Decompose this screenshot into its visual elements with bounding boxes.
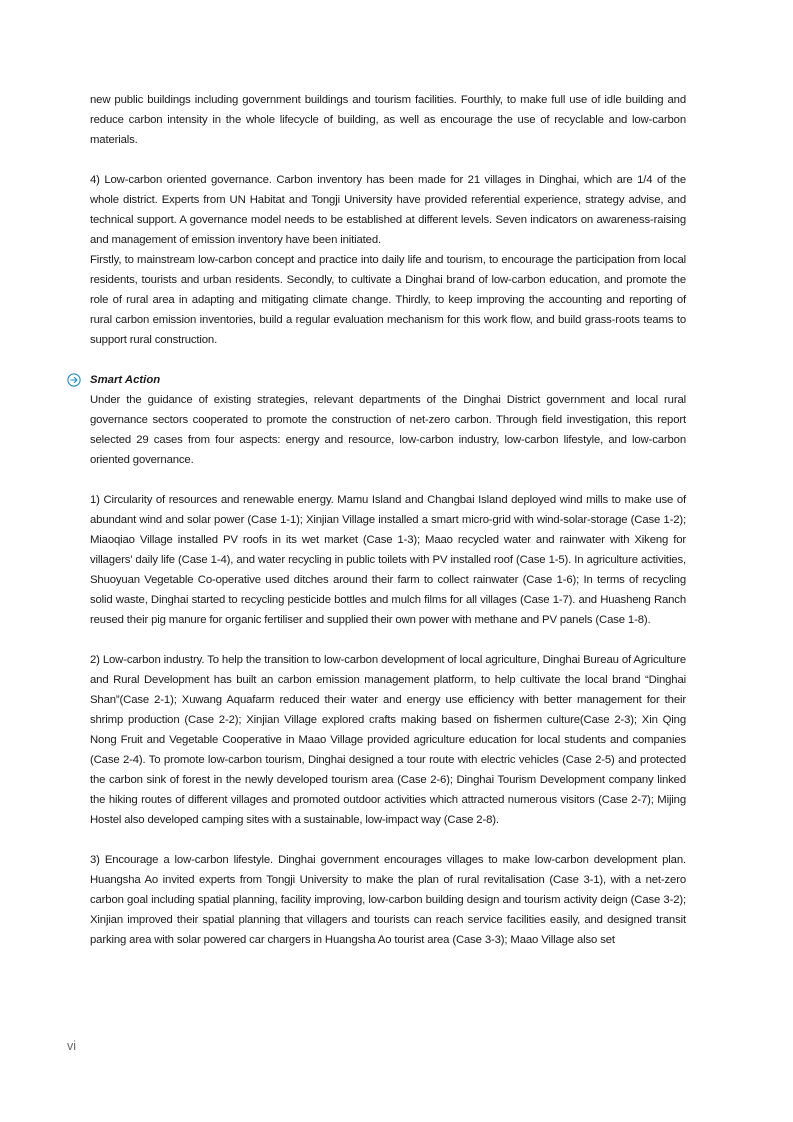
section-intro: Under the guidance of existing strategies, relevant departments of the Dinghai District government and local rural governance sectors cooperated to promote the construction of net-zero carbon. Through field investigation, this report selected 29 cases from four aspects: energy and resource, low-carbon industry, low-carbon lifestyle, and low-carbon oriented governance. — [90, 394, 686, 466]
paragraph-governance-goals: Firstly, to mainstream low-carbon concept and practice into daily life and tourism, to encourage the participation from local residents, tourists and urban residents. Secondly, to cultivate a Dinghai brand of low-carbon education, and promote the role of rural area in adapting and mitigating climate change. Thirdly, to keep improving the accounting and reporting of rural carbon emission inventories, build a regular evaluation mechanism for this work flow, and build grass-roots teams to support rural construction. — [90, 254, 686, 346]
section-heading-text: Smart Action — [90, 374, 161, 386]
list-item-energy: 1) Circularity of resources and renewable energy. Mamu Island and Changbai Island deployed wind mills to make use of abundant wind and solar power (Case 1-1); Xinjian Village installed a smart micro-grid with wind-solar-storage (Case 1-2); Miaoqiao Village installed PV roofs in its wet market (Case 1-3); Maao recycled water and rainwater with Xikeng for villagers’ daily life (Case 1-4), and water recycling in public toilets with PV installed roof (Case 1-5). In agriculture activities, Shuoyuan Vegetable Co-operative used ditches around their farm to collect rainwater (Case 1-6); In terms of recycling solid waste, Dinghai started to recycling pesticide bottles and mulch films for all villages (Case 1-7). and Huasheng Ranch reused their pig manure for organic fertiliser and supplied their own power with methane and PV panels (Case 1-8). — [90, 494, 686, 626]
list-item-industry: 2) Low-carbon industry. To help the transition to low-carbon development of local agriculture, Dinghai Bureau of Agriculture and Rural Development has built an carbon emission management platform, to help cultivate the local brand “Dinghai Shan”(Case 2-1); Xuwang Aquafarm reduced their water and energy use efficiency with better management for their shrimp production (Case 2-2); Xinjian Village explored crafts making based on fishermen culture(Case 2-3); Xin Qing Nong Fruit and Vegetable Cooperative in Maao Village provided agriculture education for local students and companies (Case 2-4). To promote low-carbon tourism, Dinghai designed a tour route with electric vehicles (Case 2-5) and protected the carbon sink of forest in the newly developed tourism area (Case 2-6); Dinghai Tourism Development company linked the hiking routes of different villages and promoted outdoor activities which attracted numerous visitors (Case 2-7); Mijing Hostel also developed camping sites with a sustainable, low-impact way (Case 2-8). — [90, 654, 686, 826]
paragraph-building-measures: new public buildings including government buildings and tourism facilities. Fourthly, to make full use of idle building and reduce carbon intensity in the whole lifecycle of building, as well as encourage the use of recyclable and low-carbon materials. — [90, 94, 686, 146]
section-heading — [90, 370, 686, 390]
page-number: vi — [67, 1039, 77, 1053]
arrow-circle-right-icon — [67, 373, 81, 387]
list-item-lifestyle: 3) Encourage a low-carbon lifestyle. Dinghai government encourages villages to make low-carbon development plan. Huangsha Ao invited experts from Tongji University to make the plan of rural revitalisation (Case 3-1), with a net-zero carbon goal including spatial planning, facility improving, low-carbon building design and tourism activity deign (Case 3-2); Xinjian improved their spatial planning that villagers and tourists can reach service facilities easily, and designed transit parking area with solar powered car chargers in Huangsha Ao tourist area (Case 3-3); Maao Village also set — [90, 854, 686, 946]
page-content — [90, 90, 686, 950]
paragraph-governance: 4) Low-carbon oriented governance. Carbon inventory has been made for 21 villages in Dinghai, which are 1/4 of the whole district. Experts from UN Habitat and Tongji University have provided referential experience, strategy advise, and technical support. A governance model needs to be established at different levels. Seven indicators on awareness-raising and management of emission inventory have been initiated. — [90, 174, 686, 246]
